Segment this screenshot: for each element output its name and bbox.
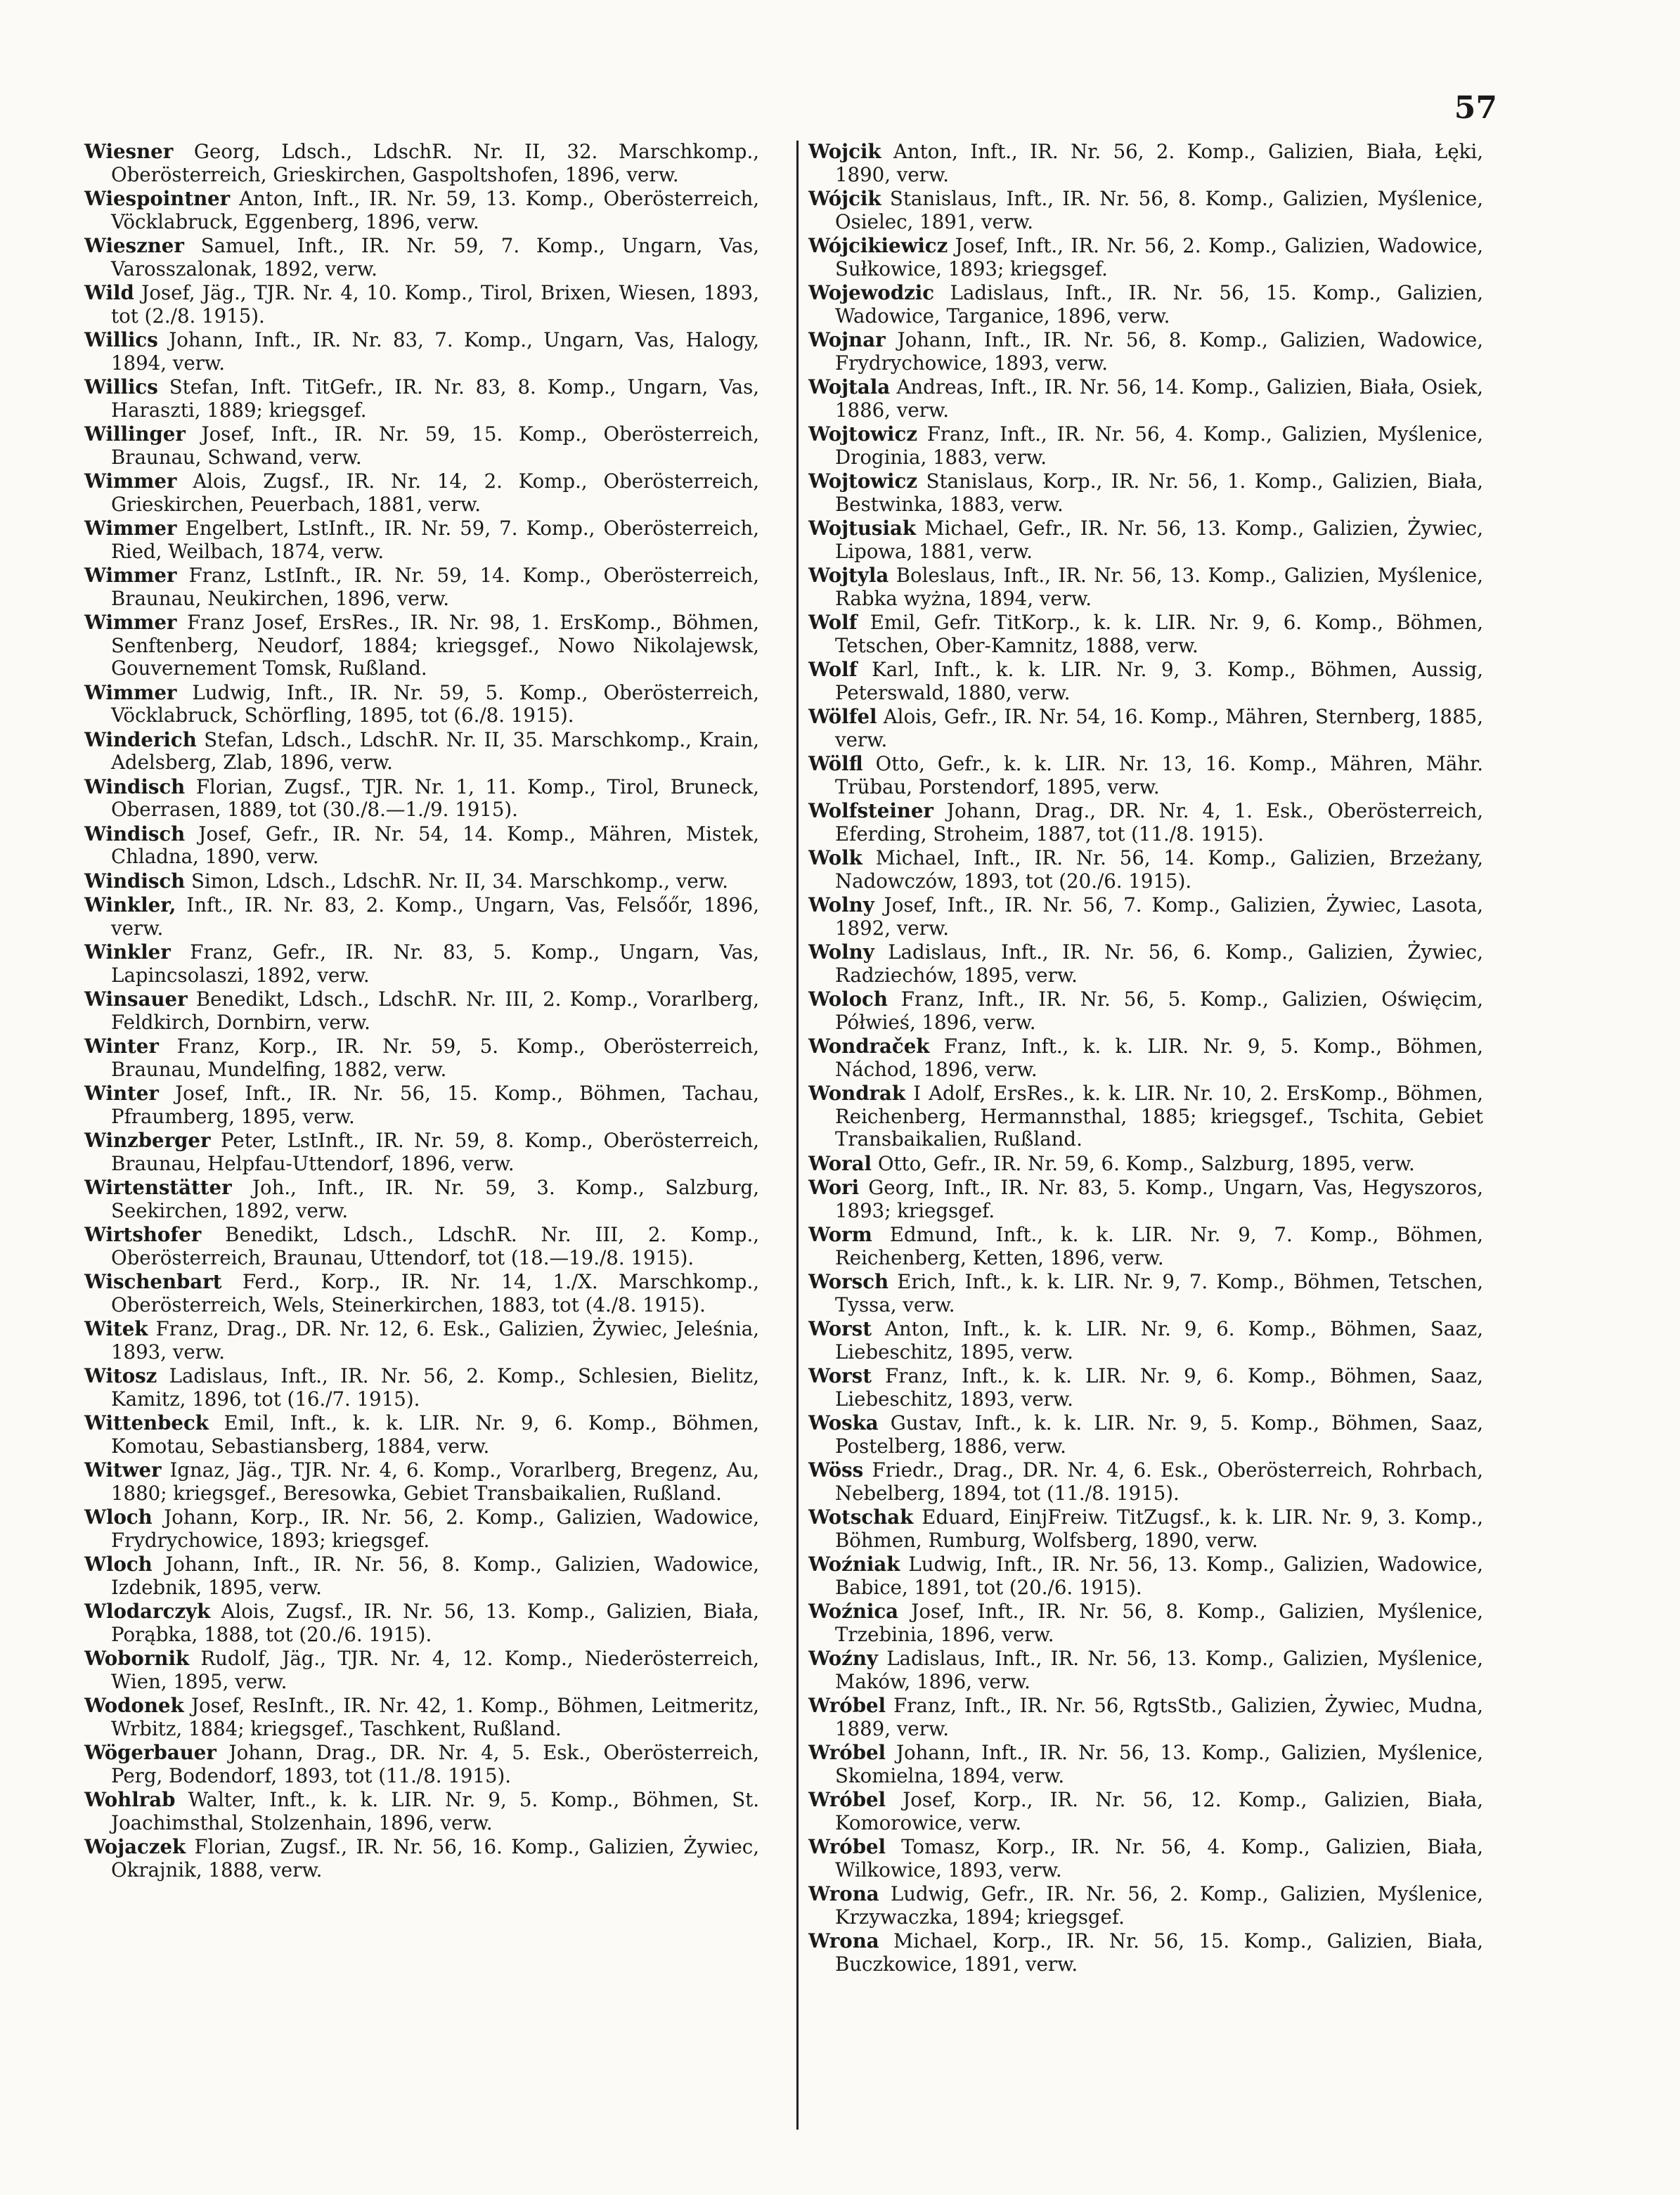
entry-surname: Wiespointner: [84, 187, 231, 210]
entry-details: Gustav, Inft., k. k. LIR. Nr. 9, 5. Komp., Böhmen, Saaz, Postelberg, 1886, verw.: [835, 1411, 1483, 1458]
list-item: [84, 376, 759, 422]
entry-surname: Wori: [808, 1176, 860, 1199]
entry-surname: Worst: [808, 1364, 872, 1387]
entry-surname: Wojnar: [808, 328, 886, 351]
entry-details: Stefan, Inft. TitGefr., IR. Nr. 83, 8. Komp., Ungarn, Vas, Haraszti, 1889; kriegsgef.: [111, 375, 760, 422]
entry-surname: Wiesner: [84, 140, 174, 163]
entry-surname: Woźny: [808, 1647, 878, 1670]
list-item: [84, 988, 759, 1034]
entry-surname: Witosz: [84, 1364, 157, 1387]
list-item: [808, 1082, 1483, 1151]
entry-surname: Wischenbart: [84, 1270, 222, 1293]
page-number: 57: [1454, 90, 1497, 126]
entry-details: Franz, Inft., IR. Nr. 56, 5. Komp., Galizien, Oświęcim, Półwieś, 1896, verw.: [835, 988, 1483, 1034]
entry-details: Stanislaus, Korp., IR. Nr. 56, 1. Komp., Galizien, Biała, Bestwinka, 1883, verw.: [835, 470, 1483, 516]
list-item: [84, 517, 759, 563]
list-item: [84, 1553, 759, 1599]
entry-surname: Woloch: [808, 988, 888, 1011]
entry-details: Edmund, Inft., k. k. LIR. Nr. 9, 7. Komp., Böhmen, Reichenberg, Ketten, 1896, verw.: [835, 1223, 1483, 1269]
entry-surname: Winkler: [84, 940, 171, 964]
list-item: [808, 1459, 1483, 1505]
list-item: [808, 188, 1483, 233]
list-item: [808, 1930, 1483, 1976]
entry-details: Johann, Inft., IR. Nr. 56, 8. Komp., Galizien, Wadowice, Frydrychowice, 1893, verw.: [835, 328, 1483, 375]
entry-surname: Wojtusiak: [808, 517, 916, 540]
list-item: [808, 1318, 1483, 1364]
entry-surname: Wild: [84, 281, 134, 304]
entry-details: Tomasz, Korp., IR. Nr. 56, 4. Komp., Galizien, Biała, Wilkowice, 1893, verw.: [835, 1835, 1483, 1882]
entry-surname: Witwer: [84, 1458, 162, 1482]
entry-details: Franz, Gefr., IR. Nr. 83, 5. Komp., Ungarn, Vas, Lapincsolaszi, 1892, verw.: [111, 940, 759, 987]
list-item: [84, 1506, 759, 1552]
list-item: [808, 329, 1483, 375]
list-item: [84, 1647, 759, 1693]
entry-details: Ladislaus, Inft., IR. Nr. 56, 15. Komp., Galizien, Wadowice, Targanice, 1896, verw.: [835, 281, 1483, 328]
right-column: [808, 141, 1483, 1977]
entry-details: Michael, Gefr., IR. Nr. 56, 13. Komp., Galizien, Żywiec, Lipowa, 1881, verw.: [835, 517, 1483, 563]
entry-surname: Wotschak: [808, 1506, 914, 1529]
entry-surname: Wróbel: [808, 1788, 886, 1811]
entry-surname: Wögerbauer: [84, 1741, 217, 1764]
entry-surname: Wojaczek: [84, 1835, 186, 1858]
list-item: [84, 1742, 759, 1787]
entry-surname: Wójcik: [808, 187, 881, 210]
entry-surname: Wolf: [808, 658, 858, 681]
entry-details: Franz, Inft., IR. Nr. 56, 4. Komp., Galizien, Myślenice, Droginia, 1883, verw.: [835, 422, 1483, 469]
entry-surname: Wojtowicz: [808, 470, 917, 493]
entry-surname: Wojcik: [808, 140, 881, 163]
entry-details: Karl, Inft., k. k. LIR. Nr. 9, 3. Komp., Böhmen, Aussig, Peterswald, 1880, verw.: [835, 658, 1483, 704]
list-item: [808, 1789, 1483, 1834]
entry-surname: Woźniak: [808, 1553, 900, 1576]
list-item: [84, 1459, 759, 1505]
entry-surname: Wojtyla: [808, 564, 889, 587]
list-item: [808, 1224, 1483, 1269]
column-divider: [796, 141, 799, 2130]
entry-details: Alois, Gefr., IR. Nr. 54, 16. Komp., Mähren, Sternberg, 1885, verw.: [835, 705, 1483, 751]
entry-surname: Wondraček: [808, 1035, 930, 1058]
list-item: [84, 141, 759, 186]
list-item: [808, 1506, 1483, 1552]
entry-details: Franz Josef, ErsRes., IR. Nr. 98, 1. ErsKomp., Böhmen, Senftenberg, Neudorf, 1884; kriegsgef., Nowo Nikolajewsk, Gouvernement Tomsk, Rußland.: [111, 611, 759, 680]
entry-details: Johann, Inft., IR. Nr. 56, 13. Komp., Galizien, Myślenice, Skomielna, 1894, verw.: [835, 1741, 1483, 1787]
list-item: [808, 1177, 1483, 1222]
entry-details: Franz, Drag., DR. Nr. 12, 6. Esk., Galizien, Żywiec, Jeleśnia, 1893, verw.: [111, 1317, 759, 1364]
list-item: [84, 1789, 759, 1834]
entry-surname: Windisch: [84, 869, 186, 893]
list-item: [808, 1035, 1483, 1081]
entry-details: Peter, LstInft., IR. Nr. 59, 8. Komp., Oberösterreich, Braunau, Helpfau-Uttendorf, 1896, verw.: [111, 1129, 759, 1175]
list-item: [84, 1271, 759, 1316]
list-item: [808, 1365, 1483, 1411]
list-item: [84, 1600, 759, 1646]
entry-details: Franz, Inft., IR. Nr. 56, RgtsStb., Galizien, Żywiec, Mudna, 1889, verw.: [835, 1694, 1484, 1740]
entry-surname: Worm: [808, 1223, 872, 1246]
entry-surname: Wojewodzic: [808, 281, 935, 304]
entry-details: Josef, Inft., IR. Nr. 56, 8. Komp., Galizien, Myślenice, Trzebinia, 1896, verw.: [835, 1600, 1483, 1646]
entry-surname: Worst: [808, 1317, 872, 1340]
entry-surname: Willinger: [84, 422, 186, 446]
list-item: [84, 564, 759, 610]
entry-details: Josef, ResInft., IR. Nr. 42, 1. Komp., Böhmen, Leitmeritz, Wrbitz, 1884; kriegsgef., Taschkent, Rußland.: [111, 1694, 759, 1740]
entry-details: Simon, Ldsch., LdschR. Nr. II, 34. Marschkomp., verw.: [191, 869, 729, 893]
entry-details: Franz, Inft., k. k. LIR. Nr. 9, 6. Komp., Böhmen, Saaz, Liebeschitz, 1893, verw.: [835, 1364, 1483, 1411]
entry-details: Joh., Inft., IR. Nr. 59, 3. Komp., Salzburg, Seekirchen, 1892, verw.: [111, 1176, 759, 1222]
entry-details: Josef, Inft., IR. Nr. 56, 7. Komp., Galizien, Żywiec, Lasota, 1892, verw.: [835, 893, 1483, 940]
list-item: [84, 1318, 759, 1364]
entry-surname: Woźnica: [808, 1600, 899, 1623]
list-item: [84, 870, 759, 893]
list-item: [84, 1082, 759, 1128]
entry-details: Johann, Inft., IR. Nr. 56, 8. Komp., Galizien, Wadowice, Izdebnik, 1895, verw.: [111, 1553, 759, 1599]
entry-surname: Winter: [84, 1082, 159, 1105]
entry-surname: Wolny: [808, 940, 874, 964]
entry-surname: Winkler,: [84, 893, 176, 917]
entry-details: Franz, Korp., IR. Nr. 59, 5. Komp., Oberösterreich, Braunau, Mundelfing, 1882, verw.: [111, 1035, 759, 1081]
entry-surname: Winsauer: [84, 988, 188, 1011]
entry-details: Josef, Korp., IR. Nr. 56, 12. Komp., Galizien, Biała, Komorowice, verw.: [835, 1788, 1483, 1834]
list-item: [808, 376, 1483, 422]
entry-surname: Wimmer: [84, 611, 177, 634]
entry-details: Alois, Zugsf., IR. Nr. 56, 13. Komp., Galizien, Biała, Porąbka, 1888, tot (20./6. 1915).: [111, 1600, 759, 1646]
entry-details: Benedikt, Ldsch., LdschR. Nr. III, 2. Komp., Oberösterreich, Braunau, Uttendorf, tot (18.—19./8. 1915).: [111, 1223, 759, 1269]
entry-details: Inft., IR. Nr. 83, 2. Komp., Ungarn, Vas, Felsőőr, 1896, verw.: [111, 893, 759, 940]
entry-details: Anton, Inft., k. k. LIR. Nr. 9, 6. Komp., Böhmen, Saaz, Liebeschitz, 1895, verw.: [835, 1317, 1483, 1364]
entry-details: Otto, Gefr., k. k. LIR. Nr. 13, 16. Komp., Mähren, Mähr. Trübau, Porstendorf, 1895, verw.: [835, 752, 1483, 798]
entry-details: Michael, Inft., IR. Nr. 56, 14. Komp., Galizien, Brzeżany, Nadowczów, 1893, tot (20./6. 1915).: [835, 846, 1483, 893]
list-item: [808, 423, 1483, 469]
entry-surname: Wolfsteiner: [808, 799, 933, 822]
list-item: [808, 659, 1483, 704]
entry-surname: Wöss: [808, 1458, 864, 1482]
entry-details: Ignaz, Jäg., TJR. Nr. 4, 6. Komp., Vorarlberg, Bregenz, Au, 1880; kriegsgef., Beresowka, Gebiet Transbaikalien, Rußland.: [111, 1458, 759, 1505]
list-item: [808, 1412, 1483, 1458]
entry-details: Andreas, Inft., IR. Nr. 56, 14. Komp., Galizien, Biała, Osiek, 1886, verw.: [835, 375, 1483, 422]
entry-details: Engelbert, LstInft., IR. Nr. 59, 7. Komp., Oberösterreich, Ried, Weilbach, 1874, verw.: [111, 517, 760, 563]
entry-details: Anton, Inft., IR. Nr. 59, 13. Komp., Oberösterreich, Vöcklabruck, Eggenberg, 1896, verw.: [111, 187, 759, 233]
list-item: [84, 423, 759, 469]
list-item: [808, 470, 1483, 516]
list-item: [808, 753, 1483, 798]
list-item: [84, 1177, 759, 1222]
entry-surname: Wimmer: [84, 517, 177, 540]
entry-details: Josef, Inft., IR. Nr. 56, 15. Komp., Böhmen, Tachau, Pfraumberg, 1895, verw.: [111, 1082, 759, 1128]
entry-details: Florian, Zugsf., TJR. Nr. 1, 11. Komp., Tirol, Bruneck, Oberrasen, 1889, tot (30./8.—1./9. 1915).: [111, 775, 759, 821]
entry-details: Emil, Gefr. TitKorp., k. k. LIR. Nr. 9, 6. Komp., Böhmen, Tetschen, Ober-Kamnitz, 1888, verw.: [835, 611, 1483, 657]
entry-surname: Wloch: [84, 1553, 153, 1576]
entry-surname: Wrona: [808, 1882, 879, 1905]
entry-details: Ludwig, Inft., IR. Nr. 59, 5. Komp., Oberösterreich, Vöcklabruck, Schörfling, 1895, tot (6./8. 1915).: [111, 680, 759, 727]
entry-surname: Wolny: [808, 893, 874, 917]
list-item: [808, 1695, 1483, 1740]
list-item: [808, 1271, 1483, 1316]
entry-details: Erich, Inft., k. k. LIR. Nr. 9, 7. Komp., Böhmen, Tetschen, Tyssa, verw.: [835, 1270, 1483, 1316]
list-item: [84, 1224, 759, 1269]
entry-surname: Windisch: [84, 822, 186, 846]
entry-details: Johann, Drag., DR. Nr. 4, 1. Esk., Oberösterreich, Eferding, Stroheim, 1887, tot (11./8. 1915).: [835, 799, 1483, 846]
entry-surname: Woral: [808, 1151, 872, 1175]
list-item: [808, 1153, 1483, 1176]
list-item: [84, 729, 759, 775]
entry-details: Ludwig, Gefr., IR. Nr. 56, 2. Komp., Galizien, Myślenice, Krzywaczka, 1894; kriegsgef.: [835, 1882, 1483, 1929]
entry-details: Benedikt, Ldsch., LdschR. Nr. III, 2. Komp., Vorarlberg, Feldkirch, Dornbirn, verw.: [111, 988, 759, 1034]
entry-details: Alois, Zugsf., IR. Nr. 14, 2. Komp., Oberösterreich, Grieskirchen, Peuerbach, 1881, verw.: [111, 470, 759, 516]
entry-surname: Wobornik: [84, 1647, 190, 1670]
list-item: [808, 988, 1483, 1034]
list-item: [808, 894, 1483, 940]
entry-surname: Witek: [84, 1317, 148, 1340]
entry-details: Josef, Gefr., IR. Nr. 54, 14. Komp., Mähren, Mistek, Chladna, 1890, verw.: [111, 822, 759, 868]
entry-surname: Wirtenstätter: [84, 1176, 232, 1199]
list-item: [84, 1129, 759, 1175]
entry-details: Rudolf, Jäg., TJR. Nr. 4, 12. Komp., Niederösterreich, Wien, 1895, verw.: [111, 1647, 759, 1693]
list-item: [84, 282, 759, 328]
left-column: [84, 141, 759, 1883]
entry-details: Otto, Gefr., IR. Nr. 59, 6. Komp., Salzburg, 1895, verw.: [877, 1151, 1415, 1175]
list-item: [84, 1836, 759, 1882]
list-item: [84, 776, 759, 822]
entry-details: Ladislaus, Inft., IR. Nr. 56, 2. Komp., Schlesien, Bielitz, Kamitz, 1896, tot (16./7. 1915).: [111, 1364, 759, 1411]
entry-surname: Wójcikiewicz: [808, 234, 948, 257]
list-item: [84, 894, 759, 940]
entry-details: Walter, Inft., k. k. LIR. Nr. 9, 5. Komp., Böhmen, St. Joachimsthal, Stolzenhain, 1896, verw.: [111, 1788, 759, 1834]
entry-details: Georg, Inft., IR. Nr. 83, 5. Komp., Ungarn, Vas, Hegyszoros, 1893; kriegsgef.: [835, 1176, 1483, 1222]
entry-surname: Wittenbeck: [84, 1411, 209, 1435]
entry-surname: Willics: [84, 375, 158, 399]
list-item: [808, 564, 1483, 610]
entry-details: Ladislaus, Inft., IR. Nr. 56, 13. Komp., Galizien, Myślenice, Maków, 1896, verw.: [835, 1647, 1483, 1693]
entry-surname: Wimmer: [84, 680, 177, 704]
list-item: [808, 1553, 1483, 1599]
list-item: [808, 517, 1483, 563]
entry-details: Friedr., Drag., DR. Nr. 4, 6. Esk., Oberösterreich, Rohrbach, Nebelberg, 1894, tot (11./8. 1915).: [835, 1458, 1483, 1505]
list-item: [84, 611, 759, 680]
entry-surname: Wölfl: [808, 752, 863, 775]
list-item: [84, 470, 759, 516]
entry-surname: Windisch: [84, 775, 186, 798]
entry-surname: Wondrak: [808, 1082, 906, 1105]
entry-surname: Wróbel: [808, 1741, 886, 1764]
entry-details: Ferd., Korp., IR. Nr. 14, 1./X. Marschkomp., Oberösterreich, Wels, Steinerkirchen, 1883, tot (4./8. 1915).: [111, 1270, 759, 1316]
list-item: [84, 1365, 759, 1411]
entry-surname: Wrona: [808, 1929, 879, 1953]
entry-surname: Wróbel: [808, 1835, 886, 1858]
entry-details: Michael, Korp., IR. Nr. 56, 15. Komp., Galizien, Biała, Buczkowice, 1891, verw.: [835, 1929, 1484, 1976]
list-item: [84, 941, 759, 987]
entry-details: Josef, Inft., IR. Nr. 56, 2. Komp., Galizien, Wadowice, Sułkowice, 1893; kriegsgef.: [835, 234, 1484, 280]
entry-details: Stanislaus, Inft., IR. Nr. 56, 8. Komp., Galizien, Myślenice, Osielec, 1891, verw.: [835, 187, 1483, 233]
entry-surname: Wloch: [84, 1506, 153, 1529]
entry-details: I Adolf, ErsRes., k. k. LIR. Nr. 10, 2. ErsKomp., Böhmen, Reichenberg, Hermannsthal, 1885; kriegsgef., Tschita, Gebiet Transbaikalien, Rußland.: [835, 1082, 1483, 1151]
list-item: [808, 282, 1483, 328]
entry-details: Emil, Inft., k. k. LIR. Nr. 9, 6. Komp., Böhmen, Komotau, Sebastiansberg, 1884, verw.: [111, 1411, 759, 1458]
entry-details: Stefan, Ldsch., LdschR. Nr. II, 35. Marschkomp., Krain, Adelsberg, Zlab, 1896, verw.: [111, 727, 759, 774]
entry-details: Georg, Ldsch., LdschR. Nr. II, 32. Marschkomp., Oberösterreich, Grieskirchen, Gaspoltshofen, 1896, verw.: [111, 140, 759, 186]
entry-details: Ludwig, Inft., IR. Nr. 56, 13. Komp., Galizien, Wadowice, Babice, 1891, tot (20./6. 1915).: [835, 1553, 1483, 1599]
entry-details: Eduard, EinjFreiw. TitZugsf., k. k. LIR. Nr. 9, 3. Komp., Böhmen, Rumburg, Wolfsberg, 1890, verw.: [835, 1506, 1483, 1552]
entry-surname: Wieszner: [84, 234, 184, 257]
entry-surname: Wohlrab: [84, 1788, 176, 1811]
entry-details: Florian, Zugsf., IR. Nr. 56, 16. Komp., Galizien, Żywiec, Okrajnik, 1888, verw.: [111, 1835, 759, 1882]
entry-details: Josef, Inft., IR. Nr. 59, 15. Komp., Oberösterreich, Braunau, Schwand, verw.: [111, 422, 759, 469]
list-item: [84, 1412, 759, 1458]
entry-details: Johann, Korp., IR. Nr. 56, 2. Komp., Galizien, Wadowice, Frydrychowice, 1893; kriegsgef.: [111, 1506, 759, 1552]
list-item: [808, 800, 1483, 846]
entry-surname: Wlodarczyk: [84, 1600, 211, 1623]
entry-surname: Woska: [808, 1411, 879, 1435]
list-item: [84, 235, 759, 280]
list-item: [84, 329, 759, 375]
entry-surname: Wodonek: [84, 1694, 184, 1717]
list-item: [84, 823, 759, 869]
entry-details: Franz, LstInft., IR. Nr. 59, 14. Komp., Oberösterreich, Braunau, Neukirchen, 1896, verw.: [111, 564, 759, 610]
entry-details: Josef, Jäg., TJR. Nr. 4, 10. Komp., Tirol, Brixen, Wiesen, 1893, tot (2./8. 1915).: [111, 281, 759, 328]
list-item: [808, 235, 1483, 280]
entry-details: Boleslaus, Inft., IR. Nr. 56, 13. Komp., Galizien, Myślenice, Rabka wyżna, 1894, verw.: [835, 564, 1483, 610]
list-item: [808, 941, 1483, 987]
entry-surname: Wojtowicz: [808, 422, 917, 446]
entry-details: Franz, Inft., k. k. LIR. Nr. 9, 5. Komp., Böhmen, Náchod, 1896, verw.: [835, 1035, 1483, 1081]
entry-surname: Wölfel: [808, 705, 877, 728]
entry-surname: Winzberger: [84, 1129, 211, 1152]
entry-surname: Wojtala: [808, 375, 891, 399]
list-item: [84, 682, 759, 727]
entry-surname: Winderich: [84, 727, 197, 751]
entry-surname: Wolf: [808, 611, 858, 634]
list-item: [808, 1647, 1483, 1693]
entry-surname: Worsch: [808, 1270, 889, 1293]
entry-details: Anton, Inft., IR. Nr. 56, 2. Komp., Galizien, Biała, Łęki, 1890, verw.: [835, 140, 1483, 186]
list-item: [84, 188, 759, 233]
entry-surname: Willics: [84, 328, 158, 351]
entry-details: Ladislaus, Inft., IR. Nr. 56, 6. Komp., Galizien, Żywiec, Radziechów, 1895, verw.: [835, 940, 1483, 987]
list-item: [808, 611, 1483, 657]
list-item: [808, 847, 1483, 893]
list-item: [808, 1742, 1483, 1787]
list-item: [84, 1695, 759, 1740]
entry-surname: Wróbel: [808, 1694, 886, 1717]
list-item: [808, 141, 1483, 186]
list-item: [808, 1883, 1483, 1929]
list-item: [808, 1836, 1483, 1882]
list-item: [84, 1035, 759, 1081]
list-item: [808, 1600, 1483, 1646]
entry-surname: Wolk: [808, 846, 862, 869]
entry-details: Johann, Drag., DR. Nr. 4, 5. Esk., Oberösterreich, Perg, Bodendorf, 1893, tot (11./8. 1915).: [111, 1741, 759, 1787]
entry-details: Samuel, Inft., IR. Nr. 59, 7. Komp., Ungarn, Vas, Varosszalonak, 1892, verw.: [111, 234, 759, 280]
entry-surname: Winter: [84, 1035, 159, 1058]
entry-surname: Wimmer: [84, 470, 177, 493]
entry-surname: Wimmer: [84, 564, 177, 587]
list-item: [808, 706, 1483, 751]
entry-surname: Wirtshofer: [84, 1223, 202, 1246]
entry-details: Johann, Inft., IR. Nr. 83, 7. Komp., Ungarn, Vas, Halogy, 1894, verw.: [111, 328, 759, 375]
